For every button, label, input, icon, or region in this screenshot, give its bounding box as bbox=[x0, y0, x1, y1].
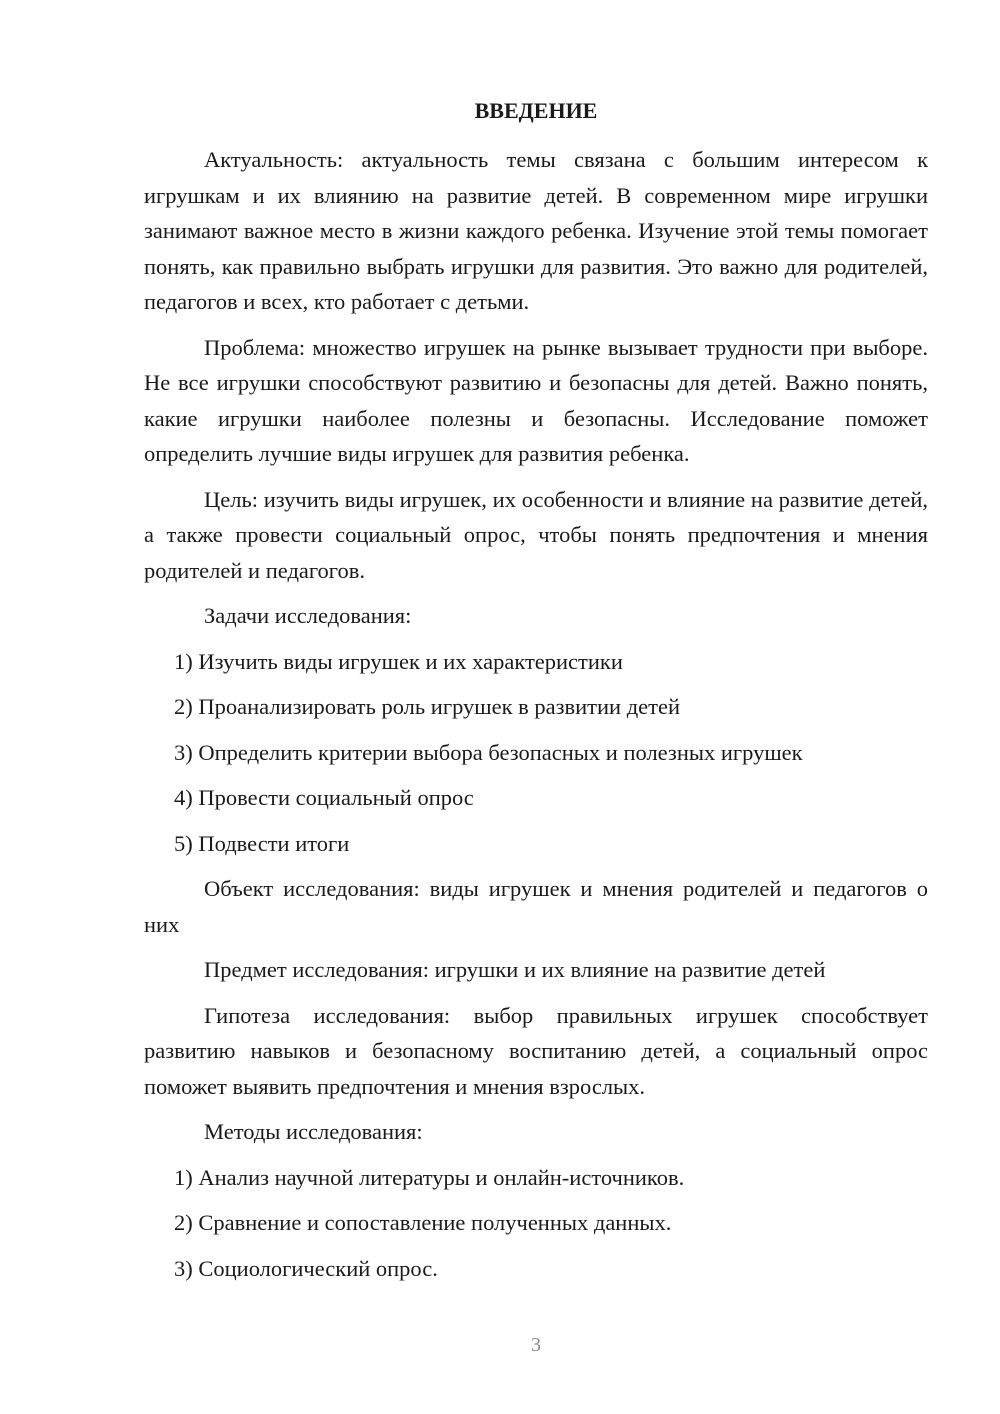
section-heading: ВВЕДЕНИЕ bbox=[474, 98, 598, 123]
paragraph-object: Объект исследования: виды игрушек и мнения родителей и педагогов о них bbox=[144, 876, 928, 937]
list-item: 1) Изучить виды игрушек и их характеристики bbox=[174, 648, 623, 674]
list-item: 4) Провести социальный опрос bbox=[174, 785, 474, 810]
list-item: 5) Подвести итоги bbox=[174, 830, 350, 856]
list-item: 1) Анализ научной литературы и онлайн-источников. bbox=[174, 1164, 685, 1190]
paragraph-goal: Цель: изучить виды игрушек, их особенности и влияние на развитие детей, а также провести социальный опрос, чтобы понять предпочтения и мнения родителей и педагогов. bbox=[144, 486, 928, 583]
methods-heading: Методы исследования: bbox=[204, 1119, 423, 1144]
list-item: 3) Социологический опрос. bbox=[174, 1255, 438, 1281]
methods-list bbox=[144, 1160, 928, 1287]
paragraph-problem: Проблема: множество игрушек на рынке вызывает трудности при выборе. Не все игрушки способствуют развитию и безопасны для детей. Важно понять, какие игрушки наиболее полезны и безопасны. Исследование поможет определить лучшие виды игрушек для развития ребенка. bbox=[144, 334, 928, 466]
paragraph-subject: Предмет исследования: игрушки и их влияние на развитие детей bbox=[204, 957, 826, 982]
tasks-list bbox=[144, 644, 928, 862]
document-body bbox=[144, 142, 928, 1296]
list-item: 2) Сравнение и сопоставление полученных данных. bbox=[174, 1210, 672, 1235]
list-item: 2) Проанализировать роль игрушек в развитии детей bbox=[174, 694, 681, 719]
page-number: 3 bbox=[531, 1334, 541, 1356]
tasks-heading: Задачи исследования: bbox=[204, 603, 412, 628]
paragraph-relevance: Актуальность: актуальность темы связана с большим интересом к игрушкам и их влиянию на развитие детей. В современном мире игрушки занимают важное место в жизни каждого ребенка. Изучение этой темы помогает понять, как правильно выбрать игрушки для развития. Это важно для родителей, педагогов и всех, кто работает с детьми. bbox=[144, 147, 928, 314]
paragraph-hypothesis: Гипотеза исследования: выбор правильных игрушек способствует развитию навыков и безопасному воспитанию детей, а социальный опрос поможет выявить предпочтения и мнения взрослых. bbox=[144, 1002, 928, 1099]
list-item: 3) Определить критерии выбора безопасных и полезных игрушек bbox=[174, 739, 803, 765]
